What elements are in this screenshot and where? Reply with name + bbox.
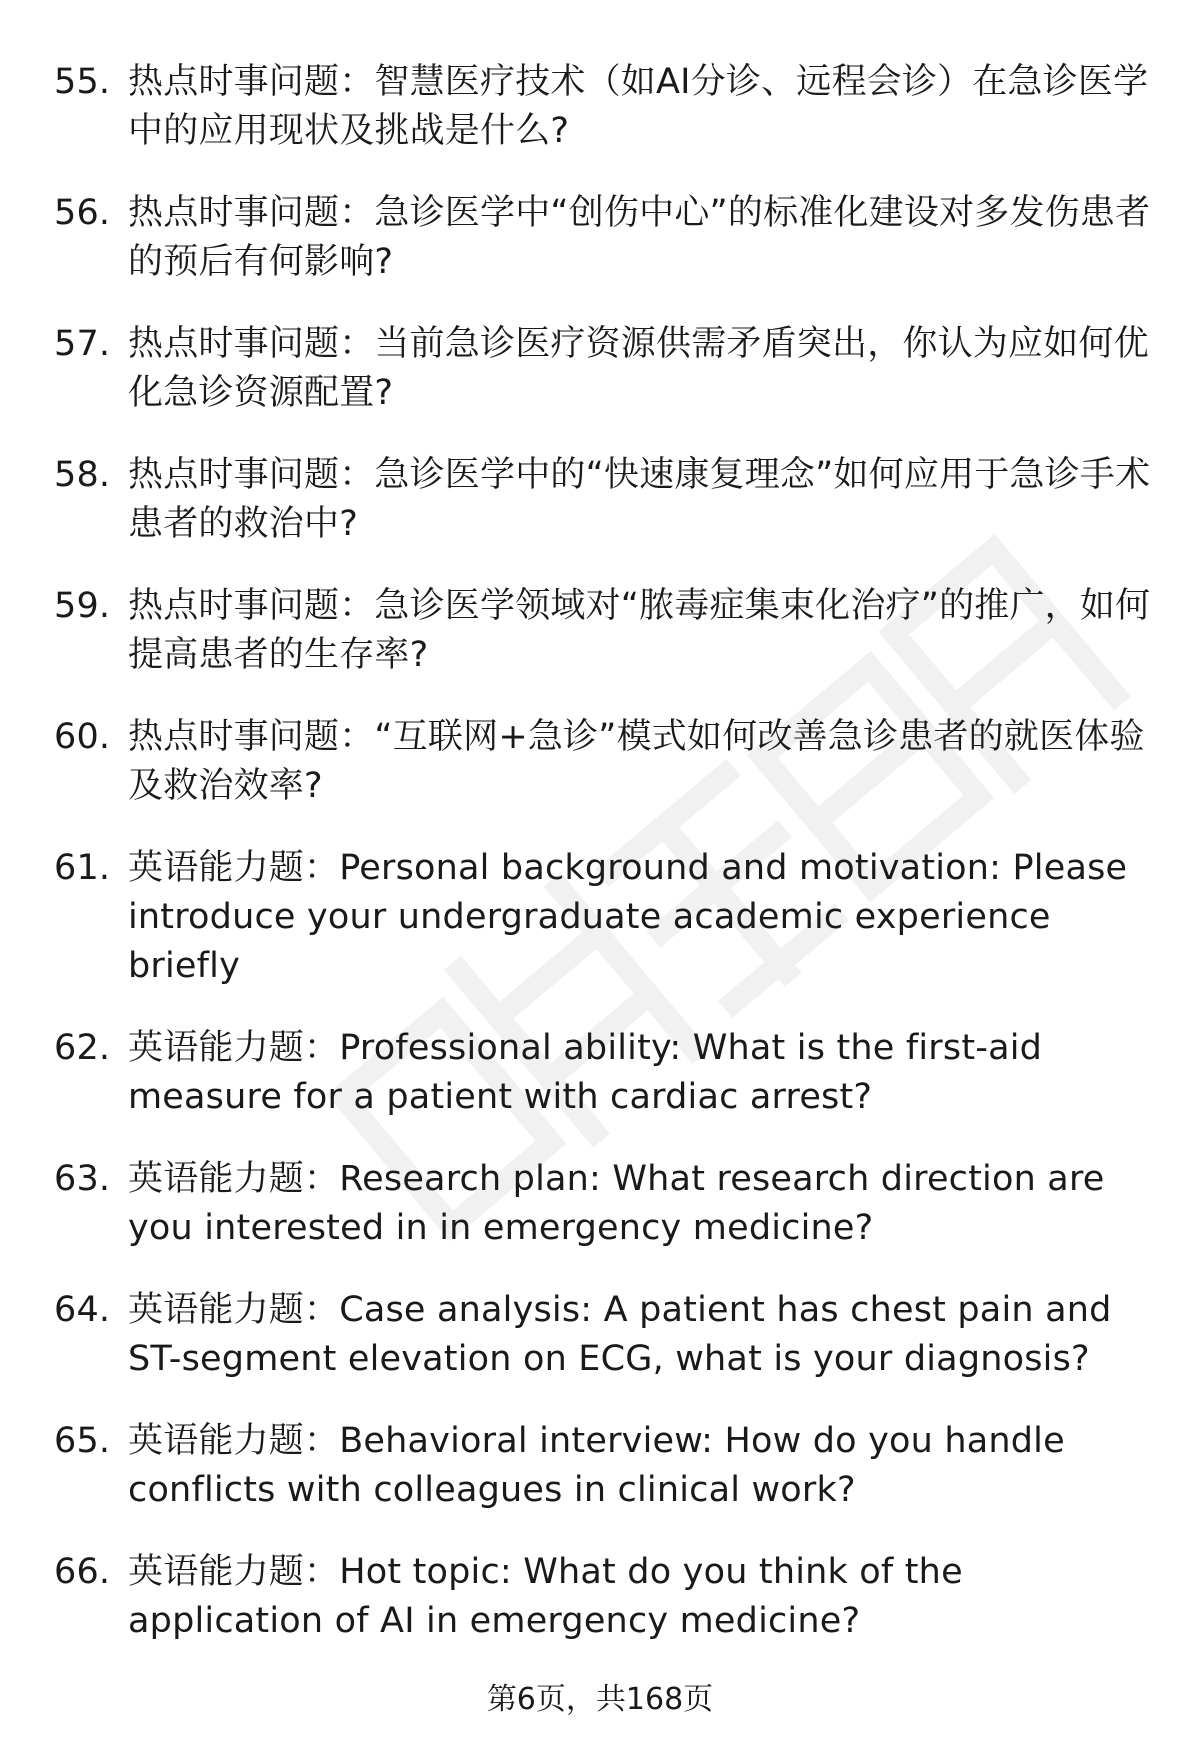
question-text: 英语能力题：Research plan: What research direction are you interested in in emergency medicine? — [128, 1159, 1105, 1248]
list-item — [54, 1548, 1164, 1646]
list-item — [54, 1155, 1164, 1253]
question-number: 64. — [54, 1290, 111, 1330]
question-text: 热点时事问题：智慧医疗技术（如AI分诊、远程会诊）在急诊医学中的应用现状及挑战是什么? — [128, 62, 1149, 151]
question-list — [54, 58, 1164, 1679]
list-item — [54, 1286, 1164, 1384]
list-item — [54, 713, 1164, 811]
question-number: 65. — [54, 1421, 111, 1461]
list-item — [54, 451, 1164, 549]
question-number: 58. — [54, 455, 111, 495]
question-text: 英语能力题：Case analysis: A patient has chest pain and ST-segment elevation on ECG, what is your diagnosis? — [128, 1290, 1112, 1379]
question-text: 英语能力题：Personal background and motivation: Please introduce your undergraduate academic experience briefly — [128, 848, 1128, 986]
question-number: 60. — [54, 717, 111, 757]
list-item — [54, 1024, 1164, 1122]
question-text: 热点时事问题：当前急诊医疗资源供需矛盾突出，你认为应如何优化急诊资源配置? — [128, 324, 1149, 413]
question-text: 英语能力题：Behavioral interview: How do you handle conflicts with colleagues in clinical work? — [128, 1421, 1065, 1510]
list-item — [54, 1417, 1164, 1515]
list-item — [54, 58, 1164, 156]
question-number: 56. — [54, 193, 111, 233]
question-text: 热点时事问题：急诊医学中“创伤中心”的标准化建设对多发伤患者的预后有何影响? — [128, 193, 1151, 282]
question-number: 57. — [54, 324, 111, 364]
question-number: 61. — [54, 848, 111, 888]
question-number: 66. — [54, 1552, 111, 1592]
list-item — [54, 582, 1164, 680]
question-text: 热点时事问题：急诊医学领域对“脓毒症集束化治疗”的推广，如何提高患者的生存率? — [128, 586, 1151, 675]
list-item — [54, 844, 1164, 991]
list-item — [54, 320, 1164, 418]
question-text: 英语能力题：Hot topic: What do you think of the application of AI in emergency medicine? — [128, 1552, 963, 1641]
question-number: 62. — [54, 1028, 111, 1068]
question-number: 55. — [54, 62, 111, 102]
question-text: 热点时事问题：急诊医学中的“快速康复理念”如何应用于急诊手术患者的救治中? — [128, 455, 1151, 544]
question-text: 热点时事问题：“互联网+急诊”模式如何改善急诊患者的就医体验及救治效率? — [128, 717, 1145, 806]
question-number: 63. — [54, 1159, 111, 1199]
list-item — [54, 189, 1164, 287]
question-text: 英语能力题：Professional ability: What is the first-aid measure for a patient with cardiac arrest? — [128, 1028, 1043, 1117]
page-number-footer: 第6页，共168页 — [486, 1682, 714, 1717]
question-number: 59. — [54, 586, 111, 626]
